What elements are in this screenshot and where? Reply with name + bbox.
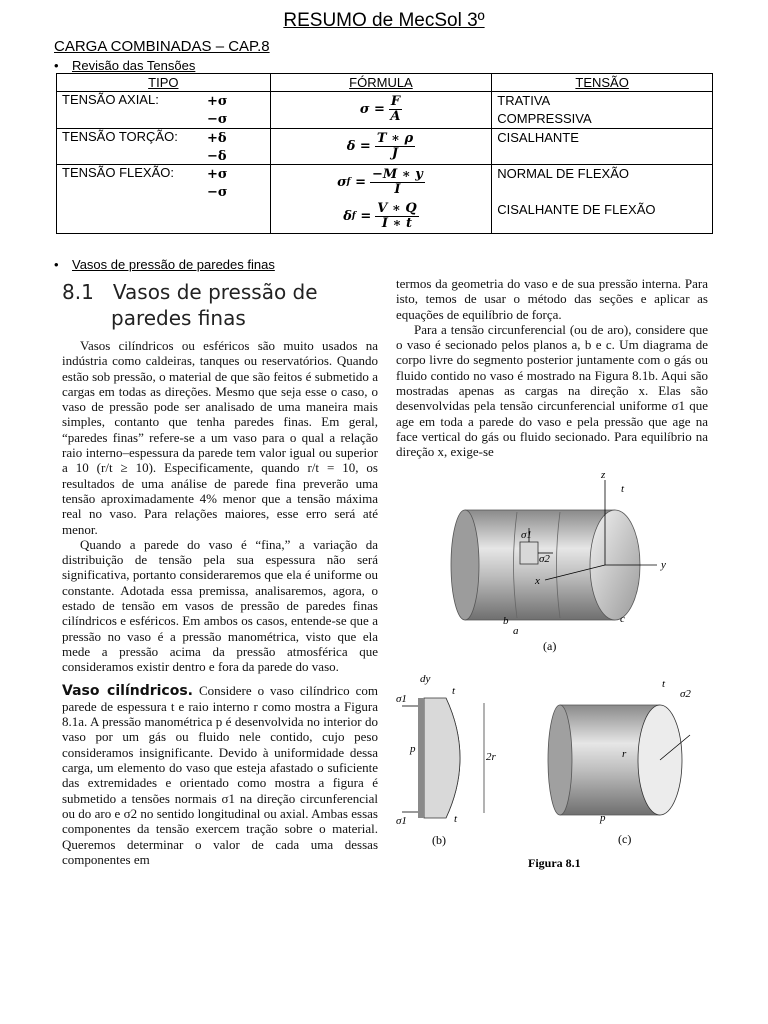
formula-bending-normal — [276, 165, 487, 199]
paragraph-hoop-stress: Para a tensão circunferencial (ou de aro), considere que o vaso é secionado pelos planos a, b e c. Um diagrama de corpo livre do segmento posterior juntamente com o gás ou fluido contido no vaso é mostrado na Figura 8.1b. Aqui são mostradas apenas as cargas na direção x. Elas são desenvolvidas pela tensão circunferencial uniforme σ1 que age em toda a parede do vaso e pela pressão que age na face vertical do gás ou fluido secionado. Para equilíbrio na direção x, exige-se — [396, 321, 708, 460]
row-tipo-cell — [57, 129, 271, 165]
cylinder-left-end — [451, 510, 479, 620]
label-y: y — [661, 559, 666, 571]
formula-lhs: δ = — [346, 139, 371, 154]
section-heading — [62, 279, 382, 331]
col-header-tipo: TIPO — [57, 74, 271, 92]
table-row — [57, 92, 713, 129]
label-b: b — [503, 615, 509, 627]
label-r: r — [622, 748, 627, 760]
book-right-column — [396, 276, 708, 460]
paragraph-cylindrical-text: Considere o vaso cilíndrico com parede de espessura t e raio interno r como mostra a Figura 8.1a. A pressão manométrica p é desenvolvida no interior do vaso por um gás ou fluido nele contido, cujo peso consideramos insignificante. Devido à uniformidade dessa carga, um elemento do vaso que esteja afastado o suficiente das extremidades e orientado como mostra a figura é submetido a tensões normais σ1 na direção circunferencial ou do aro e σ2 no sentido longitudinal ou axial. Ambas essas componentes da tensão exercem tração sobre o material. Queremos determinar o valor de cada uma dessas componentes em — [62, 682, 378, 867]
label-2r: 2r — [486, 751, 496, 763]
sign-negative: −δ — [207, 149, 227, 164]
row-tensao-cell — [492, 92, 713, 129]
label-p: p — [600, 812, 606, 824]
row-formula-cell — [270, 92, 492, 129]
sign-negative: −σ — [207, 185, 228, 200]
tensao-type-1: CISALHANTE — [497, 130, 579, 145]
col-header-tensao: TENSÃO — [492, 74, 713, 92]
formula-numerator: F — [390, 94, 401, 109]
row-tensao-cell — [492, 165, 713, 234]
sign-positive: +δ — [207, 131, 227, 146]
label-sigma1-bottom: σ1 — [396, 815, 407, 827]
stress-summary-table — [56, 73, 713, 234]
figure-8-1c — [530, 675, 715, 855]
row-tipo-label: TENSÃO AXIAL: — [62, 92, 159, 107]
row-signs — [207, 93, 227, 129]
row-tipo-cell — [57, 165, 271, 234]
label-t: t — [452, 685, 456, 697]
formula-denominator: I ∗ t — [381, 215, 412, 231]
section-title-line1: Vasos de pressão de — [112, 280, 318, 304]
formula-lhs-subscript: f — [351, 211, 356, 221]
section-number: 8.1 — [62, 280, 94, 304]
figure-8-1b — [394, 668, 504, 853]
formula-denominator: I — [394, 181, 401, 197]
label-sigma1-top: σ1 — [396, 693, 407, 705]
bullet-review — [54, 58, 195, 73]
label-t-bottom: t — [454, 813, 458, 825]
chapter-subtitle: CARGA COMBINADAS – CAP.8 — [54, 38, 270, 55]
stress-element — [520, 542, 538, 564]
bullet-vessels-text: Vasos de pressão de paredes finas — [72, 257, 275, 272]
figure-8-1a — [425, 470, 715, 670]
sign-positive: +σ — [207, 94, 228, 109]
half-ring-fill — [424, 698, 460, 818]
sign-positive: +σ — [207, 167, 228, 182]
row-signs — [207, 166, 227, 202]
bullet-review-text: Revisão das Tensões — [72, 58, 196, 73]
row-tipo-label: TENSÃO FLEXÃO: — [62, 165, 174, 180]
formula-lhs-subscript: f — [346, 177, 351, 187]
section-title-line2: paredes finas — [111, 306, 246, 330]
formula-lhs: δ — [343, 208, 352, 224]
row-tensao-cell — [492, 129, 713, 165]
figure-a-label: (a) — [543, 639, 557, 653]
figure-caption: Figura 8.1 — [528, 856, 581, 870]
formula-bending-shear — [276, 199, 487, 233]
formula-numerator: V ∗ Q — [377, 200, 417, 216]
formula-numerator: T ∗ ρ — [376, 131, 414, 146]
row-tipo-label: TENSÃO TORÇÃO: — [62, 129, 178, 144]
figure-b-label: (b) — [432, 833, 446, 847]
wall-strip — [418, 698, 424, 818]
formula-numerator: −M ∗ y — [371, 166, 423, 182]
label-sigma1: σ1 — [521, 529, 532, 541]
paragraph-thin-wall: Quando a parede do vaso é “fina,” a variação da distribuição de tensão pela sua espessura não será significativa, portanto consideraremos que ela é uniforme ou constante. Adotada essa premissa, analisaremos, agora, o estado de tensão em vasos de pressão de paredes finas cilíndricos e esféricos. Em ambos os casos, entende-se que a pressão no vaso é a pressão manométrica, visto que ela mede a pressão acima da pressão atmosférica que consideramos existir dentro e fora da parede do vaso. — [62, 536, 378, 675]
book-left-column — [62, 338, 378, 867]
label-c: c — [620, 613, 625, 625]
bullet-vessels — [54, 257, 275, 272]
formula-equals: = — [355, 174, 366, 190]
label-t: t — [662, 678, 666, 690]
bullet-dot-icon: • — [54, 58, 59, 73]
col-header-formula: FÓRMULA — [270, 74, 492, 92]
formula-equals: = — [360, 208, 372, 224]
formula-denominator: A — [390, 109, 401, 124]
table-row — [57, 165, 713, 234]
paragraph-cylindrical — [62, 683, 378, 868]
formula-lhs: σ — [337, 174, 347, 190]
tensao-type-1: NORMAL DE FLEXÃO — [497, 166, 629, 181]
formula-lhs: σ = — [359, 102, 385, 117]
table-row — [57, 129, 713, 165]
paragraph-continuation: termos da geometria do vaso e de sua pressão interna. Para isto, temos de usar o método das seções e aplicar as equações de equilíbrio de força. — [396, 276, 708, 322]
row-signs — [207, 130, 227, 166]
label-sigma2: σ2 — [539, 553, 550, 565]
run-in-heading: Vaso cilíndricos. — [62, 682, 193, 699]
tensao-type-2: COMPRESSIVA — [497, 111, 592, 126]
label-sigma2: σ2 — [680, 688, 691, 700]
label-z: z — [601, 470, 606, 481]
paragraph-intro: Vasos cilíndricos ou esféricos são muito usados na indústria como caldeiras, tanques ou reservatórios. Quando estão sob pressão, o material de que são feitos é submetido a cargas em todas as direções. Mesmo que seja esse o caso, o vaso de pressão pode ser analisado de uma maneira mais simples, contanto que tenha paredes finas. Em geral, “paredes finas” refere-se a um vaso para o qual a relação raio interno–espessura da parede tem valor igual ou superior a 10 (r/t ≥ 10). Especificamente, quando r/t = 10, os resultados de uma análise de parede fina preverão uma tensão aproximadamente 4% menor que a tensão máxima real no vaso. Para relações maiores, esse erro será até menor. — [62, 338, 378, 537]
tensao-type-1: TRATIVA — [497, 93, 551, 108]
row-formula-cell — [270, 129, 492, 165]
table-header-row — [57, 74, 713, 92]
row-formula-cell — [270, 165, 492, 234]
figure-c-label: (c) — [618, 832, 632, 846]
formula-axial — [276, 92, 487, 127]
label-t: t — [621, 483, 625, 495]
tensao-type-2: CISALHANTE DE FLEXÃO — [497, 202, 656, 217]
bullet-dot-icon: • — [54, 257, 59, 272]
row-tipo-cell — [57, 92, 271, 129]
formula-denominator: J — [391, 146, 399, 161]
sign-negative: −σ — [207, 112, 228, 127]
label-a: a — [513, 625, 519, 637]
formula-torsion — [276, 129, 487, 164]
cylinder-left-end — [548, 705, 572, 815]
document-title: RESUMO de MecSol 3º — [283, 10, 485, 31]
label-x: x — [535, 575, 540, 587]
label-p: p — [410, 743, 416, 755]
label-dy: dy — [420, 673, 431, 685]
